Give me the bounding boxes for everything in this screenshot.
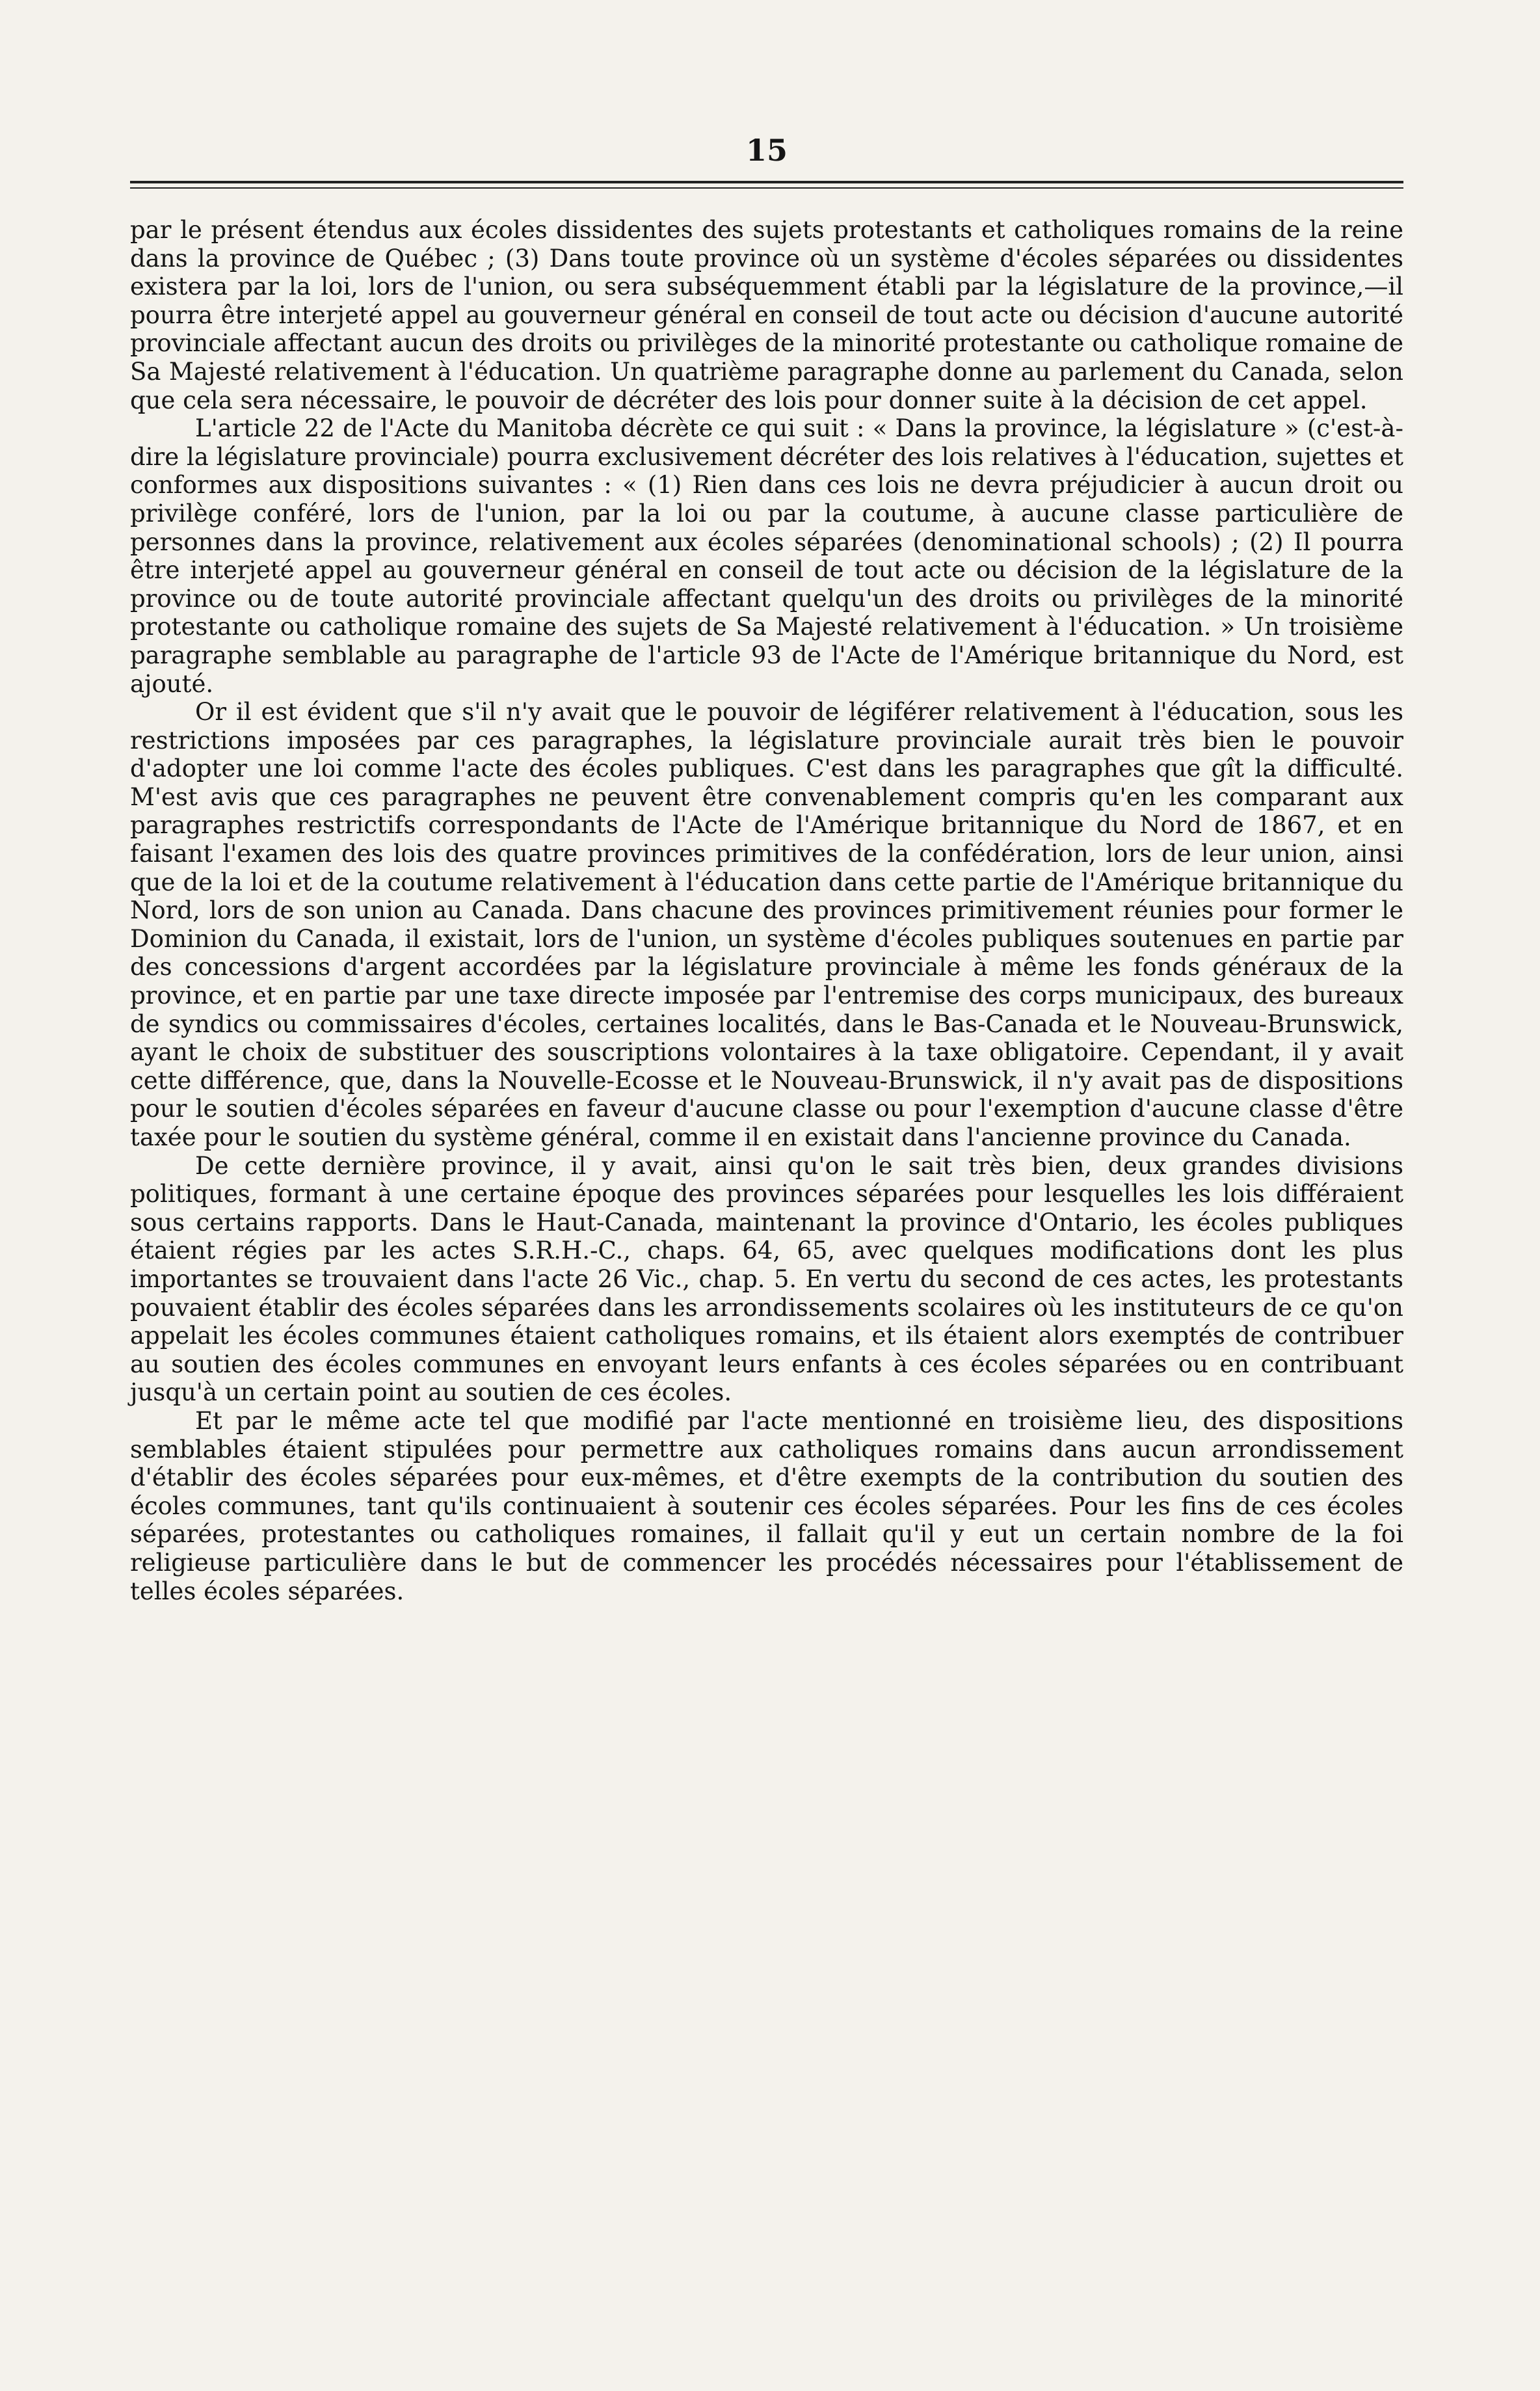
paragraph: Et par le même acte tel que modifié par l'acte mentionné en troisième lieu, des dispositions semblables étaient stipulées pour permettre aux catholiques romains dans aucun arrondissement d'établir des écoles séparées pour eux-mêmes, et d'être exempts de la contribution du soutien des écoles communes, tant qu'ils continuaient à soutenir ces écoles séparées. Pour les fins de ces écoles séparées, protestantes ou catholiques romaines, il fallait qu'il y eut un certain nombre de la foi religieuse particulière dans le but de commencer les procédés nécessaires pour l'établissement de telles écoles séparées. xyxy=(130,1406,1403,1605)
header-rule xyxy=(130,181,1403,189)
page-number: 15 xyxy=(745,133,788,168)
paragraph: De cette dernière province, il y avait, ainsi qu'on le sait très bien, deux grandes divisions politiques, formant à une certaine époque des provinces séparées pour lesquelles les lois différaient sous certains rapports. Dans le Haut-Canada, maintenant la province d'Ontario, les écoles publiques étaient régies par les actes S.R.H.-C., chaps. 64, 65, avec quelques modifications dont les plus importantes se trouvaient dans l'acte 26 Vic., chap. 5. En vertu du second de ces actes, les protestants pouvaient établir des écoles séparées dans les arrondissements scolaires où les instituteurs de ce qu'on appelait les écoles communes étaient catholiques romains, et ils étaient alors exemptés de contribuer au soutien des écoles communes en envoyant leurs enfants à ces écoles séparées ou en contribuant jusqu'à un certain point au soutien de ces écoles. xyxy=(130,1151,1403,1407)
paragraph: Or il est évident que s'il n'y avait que le pouvoir de légiférer relativement à l'éducation, sous les restrictions imposées par ces paragraphes, la législature provinciale aurait très bien le pouvoir d'adopter une loi comme l'acte des écoles publiques. C'est dans les paragraphes que gît la difficulté. M'est avis que ces paragraphes ne peuvent être convenablement compris qu'en les comparant aux paragraphes restrictifs correspondants de l'Acte de l'Amérique britannique du Nord de 1867, et en faisant l'examen des lois des quatre provinces primitives de la confédération, lors de leur union, ainsi que de la loi et de la coutume relativement à l'éducation dans cette partie de l'Amérique britannique du Nord, lors de son union au Canada. Dans chacune des provinces primitivement réunies pour former le Dominion du Canada, il existait, lors de l'union, un système d'écoles publiques soutenues en partie par des concessions d'argent accordées par la législature provinciale à même les fonds généraux de la province, et en partie par une taxe directe imposée par l'entremise des corps municipaux, des bureaux de syndics ou commissaires d'écoles, certaines localités, dans le Bas-Canada et le Nouveau-Brunswick, ayant le choix de substituer des souscriptions volontaires à la taxe obligatoire. Cependant, il y avait cette différence, que, dans la Nouvelle-Ecosse et le Nouveau-Brunswick, il n'y avait pas de dispositions pour le soutien d'écoles séparées en faveur d'aucune classe ou pour l'exemption d'aucune classe d'être taxée pour le soutien du système général, comme il en existait dans l'ancienne province du Canada. xyxy=(130,698,1403,1151)
paragraph: L'article 22 de l'Acte du Manitoba décrète ce qui suit : « Dans la province, la législature » (c'est-à-dire la législature provinciale) pourra exclusivement décréter des lois relatives à l'éducation, sujettes et conformes aux dispositions suivantes : « (1) Rien dans ces lois ne devra préjudicier à aucun droit ou privilège conféré, lors de l'union, par la loi ou par la coutume, à aucune classe particulière de personnes dans la province, relativement aux écoles séparées (denominational schools) ; (2) Il pourra être interjeté appel au gouverneur général en conseil de tout acte ou décision de la législature de la province ou de toute autorité provinciale affectant quelqu'un des droits ou privilèges de la minorité protestante ou catholique romaine des sujets de Sa Majesté relativement à l'éducation. » Un troisième paragraphe semblable au paragraphe de l'article 93 de l'Acte de l'Amérique britannique du Nord, est ajouté. xyxy=(130,414,1403,698)
paragraph: par le présent étendus aux écoles dissidentes des sujets protestants et catholiques romains de la reine dans la province de Québec ; (3) Dans toute province où un système d'écoles séparées ou dissidentes existera par la loi, lors de l'union, ou sera subséquemment établi par la législature de la province,—il pourra être interjeté appel au gouverneur général en conseil de tout acte ou décision d'aucune autorité provinciale affectant aucun des droits ou privilèges de la minorité protestante ou catholique romaine de Sa Majesté relativement à l'éducation. Un quatrième paragraphe donne au parlement du Canada, selon que cela sera nécessaire, le pouvoir de décréter des lois pour donner suite à la décision de cet appel. xyxy=(130,216,1403,414)
body-text xyxy=(130,216,1403,1605)
